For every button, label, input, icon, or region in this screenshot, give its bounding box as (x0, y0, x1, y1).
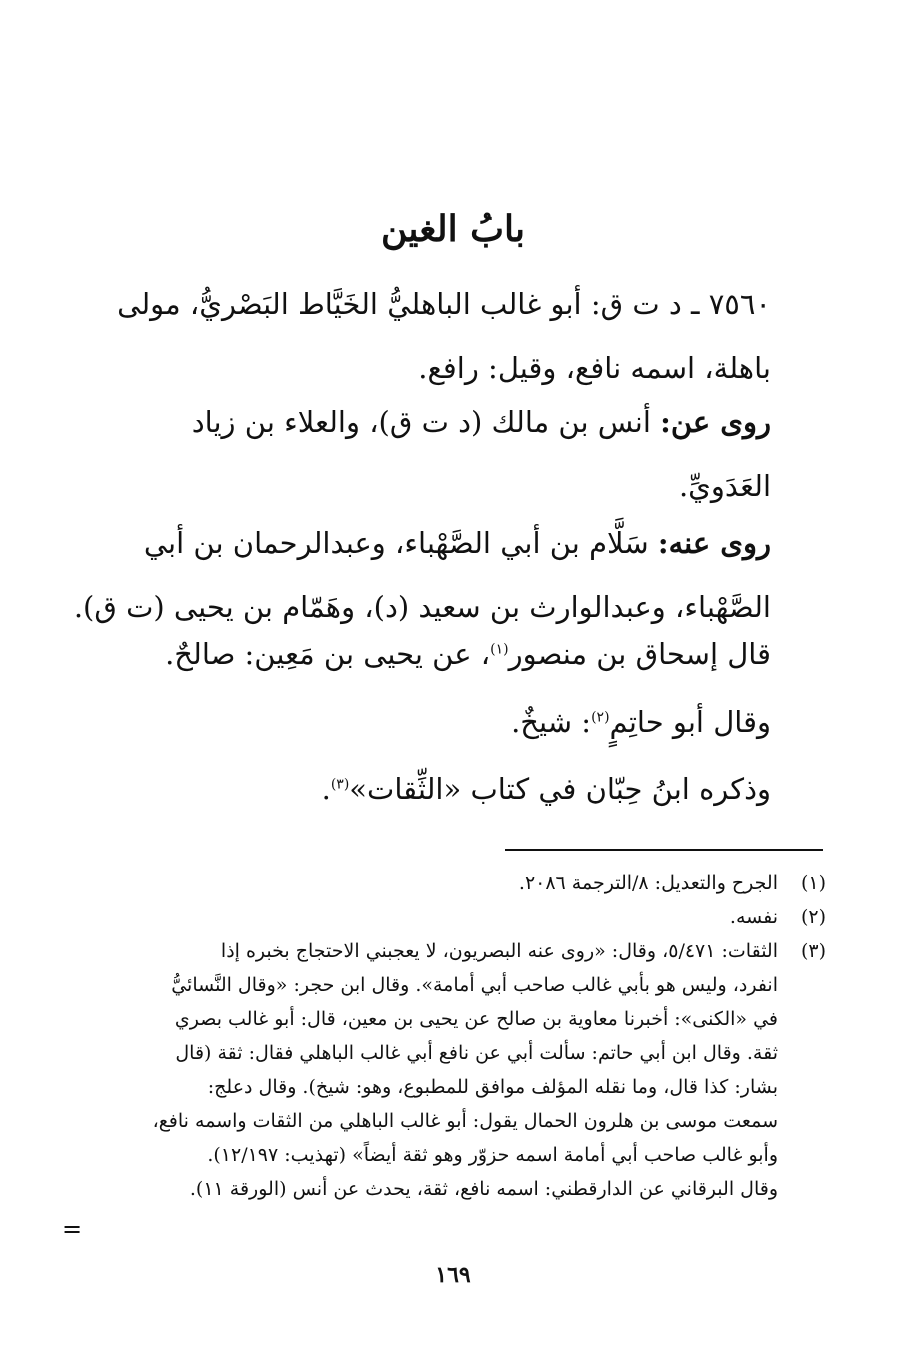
quote-1 (71, 622, 771, 686)
narrated-by-label: روى عنه: (657, 526, 771, 560)
footnote-line: الثقات: ٥/٤٧١، وقال: «روى عنه البصريون، لا يعجبني الاحتجاج بخبره إذا (220, 940, 778, 962)
footnote-line: انفرد، وليس هو بأبي غالب صاحب أبي أمامة». وقال ابن حجر: «وقال النَّسائيُّ (171, 974, 778, 996)
entry-line-1: ٧٥٦٠ ـ د ت ق: أبو غالب الباهليُّ الخَيَّاط البَصْريُّ، مولى (117, 287, 771, 321)
quote-3-post: . (321, 772, 331, 806)
entry-intro (71, 272, 771, 400)
narrated-by-line-1 (71, 511, 771, 575)
narrated-by-text-1: سَلَّام بن أبي الصَّهْباء، وعبدالرحمان بن أبي (143, 526, 649, 560)
footnote-line: في «الكنى»: أخبرنا معاوية بن صالح عن يحيى بن معين، قال: أبو غالب بصري (174, 1008, 778, 1030)
narrated-by-line-2: الصَّهْباء، وعبدالوارث بن سعيد (د)، وهَمّام بن يحيى (ت ق). (73, 590, 771, 624)
narrated-from-text-1: أنس بن مالك (د ت ق)، والعلاء بن زياد (191, 405, 651, 439)
footnote-ref-1: (١) (490, 641, 509, 658)
footnote-line: نفسه. (729, 906, 778, 928)
footnote-line: وأبو غالب صاحب أبي أمامة اسمه حزوّر وهو ثقة أيضاً» (تهذيب: ١٢/١٩٧). (207, 1144, 778, 1166)
footnote-line: سمعت موسى بن هلرون الحمال يقول: أبو غالب الباهلي من الثقات واسمه نافع، (152, 1110, 778, 1132)
narrated-from-label: روى عن: (660, 405, 771, 439)
quote-2-post: : شيخٌ. (511, 705, 592, 739)
footnote-1 (106, 866, 826, 900)
narrated-by-section (71, 511, 771, 639)
footnotes (106, 866, 826, 1206)
quote-3 (71, 757, 771, 821)
entry-line-2: باهلة، اسمه نافع، وقيل: رافع. (418, 351, 771, 385)
footnote-number: (٣) (800, 940, 826, 962)
quote-3-pre: وذكره ابنُ حِبّان في كتاب «الثِّقات» (349, 772, 771, 806)
narrated-from-line-2: العَدَويِّ. (678, 469, 771, 503)
chapter-heading: بابُ الغين (380, 208, 526, 250)
page-number: ١٦٩ (435, 1262, 471, 1288)
narrated-from-line-1 (71, 390, 771, 454)
footnote-line: بشار: كذا قال، وما نقله المؤلف موافق للمطبوع، وهو: شيخ). وقال دعلج: (207, 1076, 778, 1098)
footnote-line: الجرح والتعديل: ٨/الترجمة ٢٠٨٦. (518, 872, 778, 894)
quote-2-pre: وقال أبو حاتِمٍ (609, 705, 771, 739)
narrated-from-section (71, 390, 771, 518)
footnote-ref-2: (٢) (591, 709, 610, 726)
quote-2 (71, 690, 771, 754)
footnote-3 (106, 934, 826, 1206)
footnote-number: (٢) (800, 906, 826, 928)
footnote-line: ثقة. وقال ابن أبي حاتم: سألت أبي عن نافع أبي غالب الباهلي فقال: ثقة (قال (175, 1042, 778, 1064)
footnote-line: وقال البرقاني عن الدارقطني: اسمه نافع، ثقة، يحدث عن أنس (الورقة ١١). (189, 1178, 778, 1200)
quote-1-post: ، عن يحيى بن مَعِين: صالحٌ. (165, 637, 491, 671)
footnote-ref-3: (٣) (330, 776, 350, 793)
continuation-mark: = (62, 1215, 83, 1243)
footnote-number: (١) (800, 872, 826, 894)
footnote-2 (106, 900, 826, 934)
footnote-divider (505, 849, 823, 851)
quote-1-pre: قال إسحاق بن منصور (508, 637, 771, 671)
